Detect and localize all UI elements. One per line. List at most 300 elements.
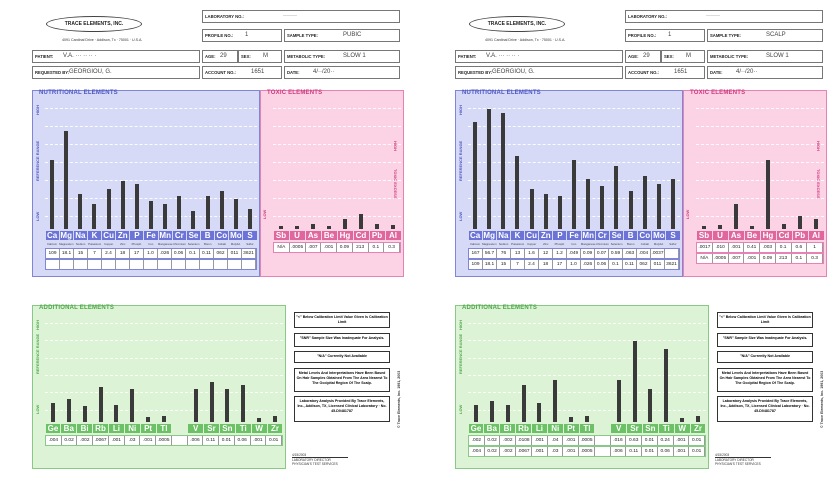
bar-ba bbox=[490, 401, 494, 422]
lab-no-label: LABORATORY NO.: bbox=[205, 14, 244, 19]
element-value: .001 bbox=[563, 436, 579, 445]
side-label-high: HIGH bbox=[393, 141, 398, 151]
element-value: .002 bbox=[77, 436, 93, 445]
grid-line bbox=[696, 144, 824, 145]
side-label-low: LOW bbox=[685, 209, 690, 219]
side-label-ref: REFERENCE RANGE bbox=[458, 140, 463, 181]
element-value bbox=[242, 260, 256, 269]
report-scalp bbox=[455, 8, 825, 478]
bar-mo bbox=[234, 199, 238, 229]
element-symbol: Ni bbox=[125, 424, 140, 433]
element-symbol: Sn bbox=[220, 424, 235, 433]
element-name: Phosph. bbox=[554, 242, 565, 246]
requested-field bbox=[32, 66, 200, 79]
logo-address: 4091 Cardinal Drive · Addison, Tx · 75001 · U.S.A. bbox=[485, 38, 566, 42]
element-value: 0.24 bbox=[658, 436, 674, 445]
element-symbol: Pt bbox=[141, 424, 156, 433]
element-name: Manganese bbox=[580, 242, 596, 246]
element-name: Iron bbox=[571, 242, 577, 246]
profile-no-label: PROFILE NO.: bbox=[628, 33, 657, 38]
grid-line bbox=[696, 180, 824, 181]
metabolic-label: METABOLIC TYPE: bbox=[710, 54, 749, 59]
bar-se bbox=[191, 211, 195, 229]
element-symbol: U bbox=[713, 231, 728, 240]
bar-cr bbox=[600, 186, 604, 229]
additional-values-row1 bbox=[468, 435, 706, 446]
nutritional-elements-section bbox=[32, 90, 260, 277]
sex-field bbox=[661, 50, 705, 63]
element-value: 0.01 bbox=[642, 447, 658, 456]
sex-label: SEX: bbox=[241, 54, 251, 59]
element-symbol: Zn bbox=[117, 231, 128, 240]
element-value bbox=[595, 447, 611, 456]
element-value: 0.63 bbox=[626, 436, 642, 445]
bar-mo bbox=[657, 184, 661, 229]
element-name: Sodium bbox=[498, 242, 509, 246]
element-value: .016 bbox=[611, 436, 627, 445]
bar-rb bbox=[99, 387, 103, 422]
element-name: Calcium bbox=[469, 242, 481, 246]
patient-field bbox=[32, 50, 200, 63]
element-value bbox=[74, 260, 88, 269]
bar-u bbox=[295, 226, 299, 229]
requested-value: GEORGIOU, G. bbox=[492, 69, 535, 75]
grid-line bbox=[273, 126, 401, 127]
patient-label: PATIENT: bbox=[458, 54, 477, 59]
note-box: Metal Levels And Interpretations Have Been Based On Hair Samples Obtained From The Area Nearest To The Occipital Region Of The Scalp. bbox=[717, 368, 813, 392]
element-value: .0005 bbox=[156, 436, 172, 445]
element-name: Chromium bbox=[596, 242, 610, 246]
patient-value: V.A. ··· ·· ·· · bbox=[486, 53, 520, 59]
requested-field bbox=[455, 66, 623, 79]
bar-be bbox=[750, 226, 754, 229]
element-symbol: K bbox=[88, 231, 101, 240]
element-symbol: Rb bbox=[516, 424, 531, 433]
element-symbol: Zn bbox=[540, 231, 551, 240]
element-symbol: Fe bbox=[146, 231, 156, 240]
element-name: Iron bbox=[148, 242, 154, 246]
bar-co bbox=[220, 191, 224, 229]
note-box: "<" Below Calibration Limit Value Given Is Calibration Limit bbox=[294, 312, 390, 328]
element-name: Sulfur bbox=[669, 242, 677, 246]
bar-cd bbox=[782, 224, 786, 229]
element-symbol: Mo bbox=[230, 231, 242, 240]
element-symbol: Ba bbox=[61, 424, 76, 433]
element-value: .0005 bbox=[579, 436, 595, 445]
element-symbol: Ca bbox=[46, 231, 58, 240]
element-value: .0005 bbox=[713, 254, 729, 263]
element-value: .03 bbox=[125, 436, 141, 445]
element-value: 2.4 bbox=[102, 249, 116, 258]
element-value: 062 bbox=[637, 260, 651, 269]
sample-type-field bbox=[707, 29, 823, 42]
bar-ge bbox=[474, 405, 478, 422]
bar-zn bbox=[121, 181, 125, 229]
side-label-low: LOW bbox=[458, 404, 463, 414]
report-pubic bbox=[32, 8, 402, 478]
grid-line bbox=[45, 144, 257, 145]
element-symbol: Se bbox=[611, 231, 622, 240]
element-symbol: Cu bbox=[103, 231, 114, 240]
element-value: .001 bbox=[140, 436, 156, 445]
element-value: .0037 bbox=[651, 251, 664, 256]
bar-as bbox=[311, 224, 315, 229]
bar-zr bbox=[696, 416, 700, 422]
bar-li bbox=[537, 403, 541, 422]
signature-block bbox=[292, 453, 348, 466]
element-value: .006 bbox=[611, 447, 627, 456]
element-value bbox=[46, 260, 60, 269]
element-value: 1.6 bbox=[525, 249, 539, 258]
metabolic-field bbox=[707, 50, 823, 63]
grid-line bbox=[45, 358, 283, 359]
side-label-high: HIGH bbox=[458, 105, 463, 115]
element-symbol: S bbox=[243, 231, 256, 240]
side-label-excess: TOXIC EXCESS bbox=[816, 169, 821, 199]
element-value: 213 bbox=[776, 254, 792, 263]
copyright-text: © Trace Elements, Inc. 1991, 2003 bbox=[820, 370, 824, 428]
account-label: ACCOUNT NO.: bbox=[628, 70, 659, 75]
element-value: 0.02 bbox=[62, 436, 78, 445]
bar-pt bbox=[569, 417, 573, 422]
grid-line bbox=[468, 410, 706, 411]
element-name: Molybd. bbox=[653, 242, 664, 246]
bar-v bbox=[194, 389, 198, 422]
date-label: DATE: bbox=[710, 70, 723, 75]
additional-section-title: ADDITIONAL ELEMENTS bbox=[39, 305, 115, 311]
element-symbol: Cr bbox=[596, 231, 609, 240]
signature-name: LABORATORY DIRECTOR bbox=[292, 458, 331, 462]
element-value: .0017 bbox=[697, 243, 713, 252]
grid-line bbox=[45, 126, 257, 127]
element-value: .0067 bbox=[93, 436, 109, 445]
element-value: 17 bbox=[553, 260, 567, 269]
lab-no-value: ······· bbox=[706, 13, 720, 19]
element-value bbox=[228, 260, 242, 269]
date-value: 4/··/20·· bbox=[736, 69, 758, 75]
element-value: 12 bbox=[539, 249, 553, 258]
element-symbol: Sn bbox=[643, 424, 658, 433]
element-symbol: Ge bbox=[469, 424, 484, 433]
bar-ba bbox=[67, 399, 71, 422]
element-value bbox=[186, 260, 200, 269]
grid-line bbox=[45, 392, 283, 393]
signature-role: PHYSICIAN'S TEST SERVICES bbox=[292, 462, 338, 466]
element-symbol: Li bbox=[109, 424, 124, 433]
toxic-symbol-row bbox=[696, 231, 824, 240]
side-label-excess: TOXIC EXCESS bbox=[393, 169, 398, 199]
lab-logo bbox=[32, 12, 186, 52]
logo-address: 4091 Cardinal Drive · Addison, Tx · 75001 · U.S.A. bbox=[62, 38, 143, 42]
element-value: .0108 bbox=[516, 436, 532, 445]
element-value: .007 bbox=[306, 243, 322, 252]
bar-sb bbox=[279, 226, 283, 229]
patient-value: V.A. ··· ·· ·· · bbox=[63, 53, 97, 59]
nutritional-section-title: NUTRITIONAL ELEMENTS bbox=[462, 90, 541, 96]
logo-name: TRACE ELEMENTS, INC. bbox=[46, 16, 142, 32]
date-field bbox=[707, 66, 823, 79]
element-name: Potassium bbox=[88, 242, 102, 246]
element-value: 0.41 bbox=[744, 243, 760, 252]
element-symbol: Be bbox=[745, 231, 760, 240]
signature-date: 4/15/2003 bbox=[715, 453, 730, 457]
nutritional-elements-section bbox=[455, 90, 683, 277]
bar-s bbox=[671, 179, 675, 229]
element-symbol: Co bbox=[216, 231, 228, 240]
element-symbol: Rb bbox=[93, 424, 108, 433]
metabolic-label: METABOLIC TYPE: bbox=[287, 54, 326, 59]
bar-fe bbox=[572, 160, 576, 229]
patient-field bbox=[455, 50, 623, 63]
date-value: 4/··/20·· bbox=[313, 69, 335, 75]
element-value: 0.09 bbox=[581, 249, 595, 258]
element-symbol: Hg bbox=[761, 231, 776, 240]
element-symbol: Cu bbox=[526, 231, 537, 240]
element-symbol: Sb bbox=[697, 231, 712, 240]
element-value: .0005 bbox=[579, 447, 595, 456]
grid-line bbox=[45, 162, 257, 163]
nutritional-values-row2 bbox=[468, 259, 680, 270]
grid-line bbox=[468, 340, 706, 341]
grid-line bbox=[468, 144, 680, 145]
toxic-section-title: TOXIC ELEMENTS bbox=[690, 90, 746, 96]
bar-ge bbox=[51, 403, 55, 422]
age-value: 29 bbox=[643, 53, 650, 59]
nutritional-values-row2 bbox=[45, 259, 257, 270]
toxic-values-row1 bbox=[696, 242, 824, 253]
grid-line bbox=[45, 180, 257, 181]
lab-no-field bbox=[202, 10, 400, 23]
element-value: 1 bbox=[807, 243, 823, 252]
element-symbol bbox=[595, 424, 610, 433]
bar-w bbox=[680, 418, 684, 422]
element-value: .03 bbox=[548, 447, 564, 456]
element-name: Selenium bbox=[187, 242, 200, 246]
side-label-low: LOW bbox=[35, 404, 40, 414]
element-symbol: Ti bbox=[236, 424, 251, 433]
element-value: 13 bbox=[511, 249, 525, 258]
lab-logo bbox=[455, 12, 609, 52]
note-box: "SNR" Sample Size Was Inadequate For Analysis. bbox=[717, 333, 813, 347]
additional-elements-section bbox=[32, 305, 286, 469]
nutritional-values-row1 bbox=[45, 248, 257, 259]
element-value: .0005 bbox=[290, 243, 306, 252]
account-field bbox=[202, 66, 282, 79]
bar-hg bbox=[766, 160, 770, 229]
element-name: Potassium bbox=[511, 242, 525, 246]
element-value: .002 bbox=[500, 447, 516, 456]
element-symbol: As bbox=[729, 231, 744, 240]
age-label: AGE: bbox=[628, 54, 639, 59]
element-value: 3621 bbox=[665, 260, 679, 269]
nutritional-name-row bbox=[45, 242, 257, 246]
bar-tl bbox=[585, 416, 589, 422]
element-value: 0.1 bbox=[609, 260, 623, 269]
bar-u bbox=[718, 225, 722, 229]
element-value: 0.01 bbox=[266, 436, 282, 445]
element-value: 0.6 bbox=[792, 243, 808, 252]
note-box: Metal Levels And Interpretations Have Been Based On Hair Samples Obtained From The Area Nearest To The Occipital Region Of The Scalp. bbox=[294, 368, 390, 392]
lab-no-label: LABORATORY NO.: bbox=[628, 14, 667, 19]
element-name: Cobalt bbox=[640, 242, 649, 246]
element-symbol: Tl bbox=[157, 424, 172, 433]
element-name: Molybd. bbox=[230, 242, 241, 246]
element-value: 0.3 bbox=[807, 254, 823, 263]
bar-fe bbox=[149, 201, 153, 229]
element-value: .004 bbox=[637, 249, 651, 258]
bar-sb bbox=[702, 226, 706, 229]
bar-al bbox=[391, 225, 395, 229]
grid-line bbox=[45, 198, 257, 199]
element-value: 2.4 bbox=[525, 260, 539, 269]
grid-line bbox=[468, 392, 706, 393]
account-value: 1651 bbox=[674, 69, 688, 75]
element-symbol: Ni bbox=[548, 424, 563, 433]
element-value: 0.01 bbox=[642, 436, 658, 445]
element-symbol: Bi bbox=[77, 424, 92, 433]
element-value: .007 bbox=[729, 254, 745, 263]
element-symbol: P bbox=[553, 231, 566, 240]
bar-rb bbox=[522, 385, 526, 422]
element-symbol: Tl bbox=[580, 424, 595, 433]
bar-sr bbox=[210, 382, 214, 422]
element-value bbox=[200, 260, 214, 269]
note-box: "N/A" Currently Not Available bbox=[717, 351, 813, 363]
element-name: Calcium bbox=[46, 242, 58, 246]
element-value: 0.1 bbox=[369, 243, 385, 252]
element-value: .026 bbox=[581, 260, 595, 269]
element-symbol: Pb bbox=[793, 231, 808, 240]
element-value: .003 bbox=[760, 243, 776, 252]
element-value bbox=[172, 436, 188, 445]
element-symbol: W bbox=[675, 424, 690, 433]
bar-ni bbox=[130, 389, 134, 422]
nutritional-values-row1 bbox=[468, 248, 680, 259]
bar-b bbox=[206, 196, 210, 229]
element-symbol: Na bbox=[75, 231, 86, 240]
element-value: .063 bbox=[623, 249, 637, 258]
grid-line bbox=[273, 108, 401, 109]
bar-p bbox=[558, 196, 562, 229]
element-value: .001 bbox=[674, 436, 690, 445]
element-name: Magnesium bbox=[59, 242, 74, 246]
bar-cu bbox=[530, 189, 534, 229]
element-value: .002 bbox=[500, 436, 516, 445]
bar-p bbox=[135, 184, 139, 229]
side-label-high: HIGH bbox=[458, 320, 463, 330]
element-value: 1.0 bbox=[144, 249, 158, 258]
nutritional-symbol-row bbox=[468, 231, 680, 240]
element-name: Sodium bbox=[75, 242, 86, 246]
nutritional-section-title: NUTRITIONAL ELEMENTS bbox=[39, 90, 118, 96]
additional-symbol-row bbox=[45, 424, 283, 433]
grid-line bbox=[468, 126, 680, 127]
element-symbol: Mo bbox=[653, 231, 665, 240]
profile-no-value: 1 bbox=[245, 32, 249, 38]
element-value: 0.09 bbox=[337, 243, 353, 252]
date-label: DATE: bbox=[287, 70, 300, 75]
element-value: N/A bbox=[274, 243, 290, 252]
age-field bbox=[202, 50, 238, 63]
element-symbol: Mg bbox=[60, 231, 72, 240]
element-name: Selenium bbox=[610, 242, 623, 246]
element-symbol: Zr bbox=[691, 424, 706, 433]
grid-line bbox=[273, 180, 401, 181]
bar-v bbox=[617, 380, 621, 422]
element-name: Magnesium bbox=[482, 242, 497, 246]
grid-line bbox=[696, 162, 824, 163]
element-value: .049 bbox=[567, 249, 581, 258]
sex-value: M bbox=[263, 53, 268, 59]
bar-na bbox=[501, 113, 505, 229]
element-value bbox=[172, 260, 186, 269]
bar-al bbox=[814, 219, 818, 229]
sample-type-value: SCALP bbox=[766, 32, 786, 38]
grid-line bbox=[468, 375, 706, 376]
grid-line bbox=[45, 323, 283, 324]
sex-label: SEX: bbox=[664, 54, 674, 59]
element-value: 0.1 bbox=[792, 254, 808, 263]
grid-line bbox=[45, 375, 283, 376]
element-symbol: Ba bbox=[484, 424, 499, 433]
note-box: "<" Below Calibration Limit Value Given Is Calibration Limit bbox=[717, 312, 813, 328]
bar-cu bbox=[107, 189, 111, 229]
element-symbol: Na bbox=[498, 231, 509, 240]
bar-zr bbox=[273, 416, 277, 422]
bar-sn bbox=[648, 389, 652, 422]
element-symbol: V bbox=[188, 424, 203, 433]
sex-field bbox=[238, 50, 282, 63]
element-name: Copper bbox=[104, 242, 114, 246]
profile-no-field bbox=[202, 29, 282, 42]
element-value bbox=[158, 260, 172, 269]
bar-w bbox=[257, 418, 261, 422]
element-value: 062 bbox=[214, 249, 228, 258]
element-value bbox=[214, 260, 228, 269]
side-label-ref: REFERENCE RANGE bbox=[35, 140, 40, 181]
element-value bbox=[102, 260, 116, 269]
profile-no-field bbox=[625, 29, 705, 42]
element-value: 0.11 bbox=[623, 260, 637, 269]
lab-no-field bbox=[625, 10, 823, 23]
requested-value: GEORGIOU, G. bbox=[69, 69, 112, 75]
element-value bbox=[88, 260, 102, 269]
element-symbol: Mn bbox=[582, 231, 594, 240]
element-symbol: Cd bbox=[354, 231, 369, 240]
element-value: 76 bbox=[497, 249, 511, 258]
element-value: .0067 bbox=[516, 447, 532, 456]
grid-line bbox=[468, 358, 706, 359]
grid-line bbox=[696, 108, 824, 109]
element-value: 213 bbox=[353, 243, 369, 252]
element-symbol: Be bbox=[322, 231, 337, 240]
bar-k bbox=[515, 156, 519, 229]
element-symbol: Sb bbox=[274, 231, 289, 240]
element-value: 0.11 bbox=[200, 249, 214, 258]
element-value: 18 bbox=[116, 249, 130, 258]
bar-cr bbox=[177, 196, 181, 229]
bar-tl bbox=[162, 416, 166, 422]
element-value: 0.09 bbox=[760, 254, 776, 263]
side-label-ref: REFERENCE RANGE bbox=[35, 333, 40, 374]
element-symbol: Cr bbox=[173, 231, 186, 240]
element-value: 18.1 bbox=[483, 260, 497, 269]
account-value: 1651 bbox=[251, 69, 265, 75]
element-value bbox=[665, 249, 679, 258]
grid-line bbox=[45, 340, 283, 341]
account-label: ACCOUNT NO.: bbox=[205, 70, 236, 75]
element-value: 0.02 bbox=[485, 436, 501, 445]
